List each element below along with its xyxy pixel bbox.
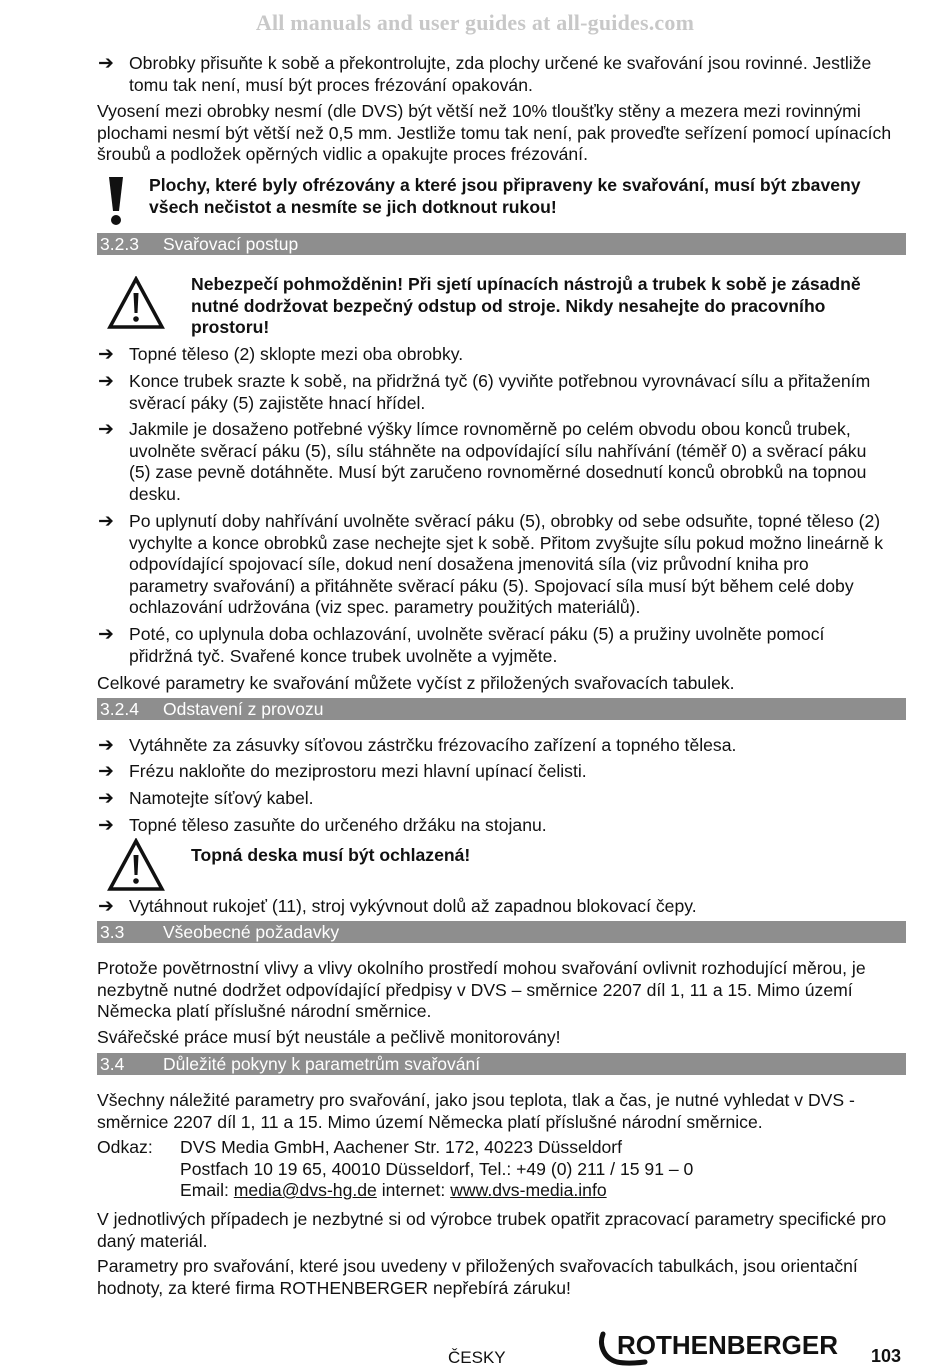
arrow-right-icon: ➔ [98, 896, 114, 917]
section-number: 3.2.4 [100, 699, 139, 719]
arrow-right-icon: ➔ [98, 624, 114, 645]
list-item: Poté, co uplynula doba ochlazování, uvolněte svěrací páku (5) a pružiny uvolněte pomocí přidržná tyč. Svařené konce trubek uvolněte a vyjměte. [129, 624, 825, 666]
rothenberger-logo [597, 1330, 852, 1372]
list-item: Konce trubek srazte k sobě, na přidržná tyč (6) vyviňte potřebnou vyrovnávací sílu a přitažením svěrací páky (5) zajistěte hnací hřídel. [129, 371, 871, 413]
section-paragraph: Svářečské práce musí být neustále a pečlivě monitorovány! [97, 1027, 561, 1047]
warning-text: Topná deska musí být ochlazená! [191, 845, 471, 865]
section-title: Všeobecné požadavky [163, 922, 340, 942]
notice-text: Plochy, které byly ofrézovány a které jsou připraveny ke svařování, musí být zbaveny všech nečistot a nesmíte se jich dotknout rukou! [149, 175, 861, 217]
page-number: 103 [871, 1346, 902, 1366]
email-link[interactable]: media@dvs-hg.de [233, 1180, 377, 1200]
section-paragraph: Protože povětrnostní vlivy a vlivy okolního prostředí mohou svařování ovlivnit rozhodující měrou, je nezbytně nutné dodržet odpovídající předpisy v DVS – směrnice 2207 díl 1, 11 a 15. Mimo území Německa platí příslušné národní směrnice. [97, 958, 866, 1021]
section-number: 3.4 [100, 1054, 125, 1074]
arrow-right-icon: ➔ [98, 735, 114, 756]
section-title: Odstavení z provozu [163, 699, 324, 719]
arrow-right-icon: ➔ [98, 419, 114, 440]
logo-swoosh-icon [597, 1330, 852, 1366]
list-item: Vytáhnout rukojeť (11), stroj vykývnout dolů až zapadnou blokovací čepy. [129, 896, 697, 916]
list-item: Jakmile je dosaženo potřebné výšky límce rovnoměrně po celém obvodu obou konců trubek, uvolněte svěrací páku (5), sílu stáhněte na odpovídající sílu nahřívání (téměř 0) a svěrací páku (5) zase pevně dotáhněte. Musí být zaručeno rovnoměrné dosednutí konců obrobků na topnou desku. [129, 419, 867, 504]
intro-bullet: Obrobky přisuňte k sobě a překontrolujte, zda plochy určené ke svařování jsou rovinné. Jestliže tomu tak není, musí být proces frézování opakován. [129, 53, 872, 95]
list-item: Vytáhněte za zásuvky síťovou zástrčku frézovacího zařízení a topného tělesa. [129, 735, 737, 755]
internet-label: internet: [381, 1180, 446, 1200]
arrow-right-icon: ➔ [98, 371, 114, 392]
list-item: Topné těleso zasuňte do určeného držáku na stojanu. [129, 815, 547, 835]
arrow-right-icon: ➔ [98, 511, 114, 532]
arrow-right-icon: ➔ [98, 53, 114, 74]
list-item: Frézu nakloňte do meziprostoru mezi hlavní upínací čelisti. [129, 761, 587, 781]
section-number: 3.2.3 [100, 234, 139, 254]
section-title: Svařovací postup [163, 234, 299, 254]
reference-label: Odkaz: [97, 1137, 153, 1157]
list-item: Po uplynutí doby nahřívání uvolněte svěrací páku (5), obrobky od sebe odsuňte, topné těleso (2) vychylte a konce obrobků zase nechejte sjet k sobě. Přitom zvyšujte sílu pokud možno lineárně k odpovídající spojovací síle, dokud není dosažena jmenovitá síla (viz průvodní kniha pro parametry svařování) a přitáhněte svěrací páku (5). Spojovací síla musí být během celé doby ochlazování udržována (viz spec. parametry použitých materiálů). [129, 511, 883, 617]
footer-language: ČESKY [448, 1348, 506, 1367]
arrow-right-icon: ➔ [98, 761, 114, 782]
section-heading-3-2-4 [97, 698, 906, 720]
section-closing: Celkové parametry ke svařování můžete vyčíst z přiložených svařovacích tabulek. [97, 673, 735, 693]
arrow-right-icon: ➔ [98, 788, 114, 809]
reference-postfach: Postfach 10 19 65, 40010 Düsseldorf, Tel.: +49 (0) 211 / 15 91 – 0 [180, 1158, 694, 1179]
reference-contact [180, 1180, 880, 1202]
email-label: Email: [180, 1180, 229, 1200]
list-item: Topné těleso (2) sklopte mezi oba obrobky. [129, 344, 464, 364]
section-paragraph: Všechny náležité parametry pro svařování, jako jsou teplota, tlak a čas, je nutné vyhledat v DVS - směrnice 2207 díl 1, 11 a 15. Mimo území Německa platí příslušné národní směrnice. [97, 1090, 855, 1132]
reference-address: DVS Media GmbH, Aachener Str. 172, 40223 Düsseldorf [180, 1137, 623, 1157]
section-number: 3.3 [100, 922, 125, 942]
exclamation-icon [106, 175, 126, 227]
section-paragraph: Parametry pro svařování, které jsou uvedeny v přiložených svařovacích tabulkách, jsou orientační hodnoty, za které firma ROTHENBERGER nepřebírá záruku! [97, 1256, 858, 1298]
arrow-right-icon: ➔ [98, 815, 114, 836]
section-heading-3-3 [97, 921, 906, 943]
reference-block [180, 1137, 880, 1202]
warning-text: Nebezpečí pohmožděnin! Při sjetí upínacích nástrojů a trubek k sobě je zásadně nutné dodržovat bezpečný odstup od stroje. Nikdy nesahejte do pracovního prostoru! [191, 274, 861, 337]
intro-paragraph: Vyosení mezi obrobky nesmí (dle DVS) být větší než 10% tloušťky stěny a mezera mezi rovinnými plochami nesmí být větší než 0,5 mm. Jestliže tomu tak není, pak proveďte seřízení pomocí upínacích šroubů a podložek opěrných vidlic a opakujte proces frézování. [97, 101, 892, 164]
list-item: Namotejte síťový kabel. [129, 788, 314, 808]
section-title: Důležité pokyny k parametrům svařování [163, 1054, 481, 1074]
arrow-right-icon: ➔ [98, 344, 114, 365]
website-link[interactable]: www.dvs-media.info [450, 1180, 607, 1200]
section-heading-3-4 [97, 1053, 906, 1075]
logo-wordmark: ROTHENBERGER [617, 1330, 839, 1360]
watermark: All manuals and user guides at all-guides.com [255, 10, 695, 35]
section-heading-3-2-3 [97, 233, 906, 255]
section-paragraph: V jednotlivých případech je nezbytné si od výrobce trubek opatřit zpracovací parametry specifické pro daný materiál. [97, 1209, 887, 1251]
warning-triangle-icon [107, 838, 165, 892]
warning-triangle-icon [107, 276, 165, 330]
